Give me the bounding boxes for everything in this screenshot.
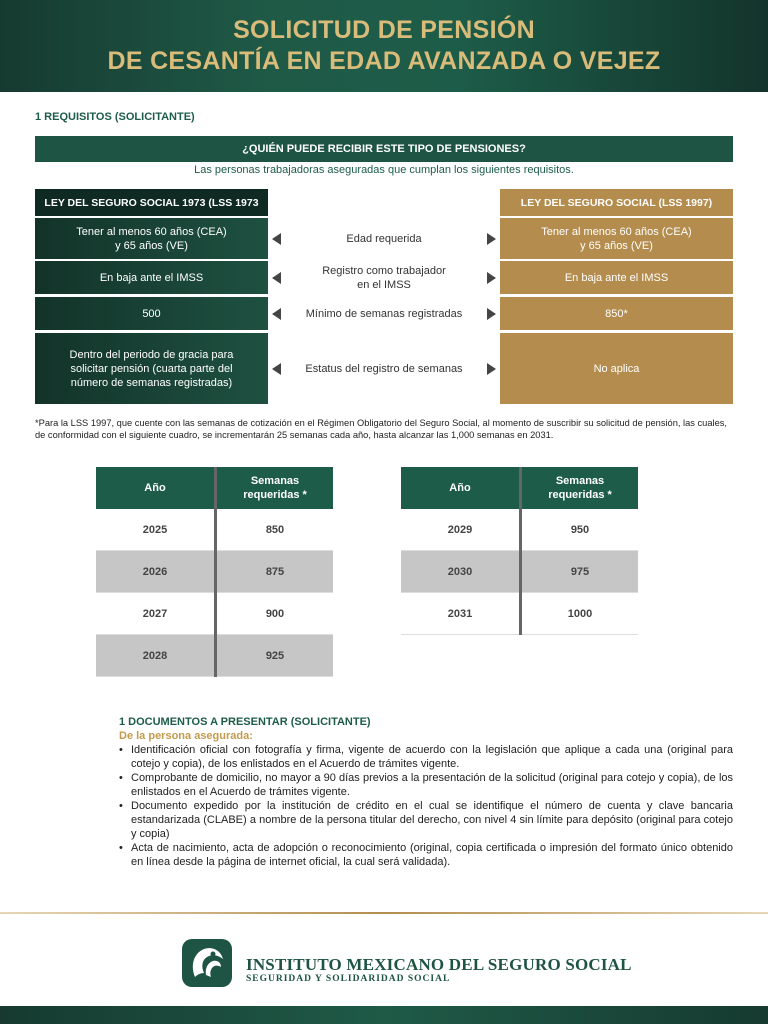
row-status-left (35, 333, 268, 404)
brand-name: INSTITUTO MEXICANO DEL SEGURO SOCIAL (246, 955, 632, 974)
list-item: • Comprobante de domicilio, no mayor a 90 días previos a la presentación de la solicitud (original para cotejo y copia), de los enlistados en el Acuerdo de trámites vigente. (119, 771, 733, 799)
row-status-right: No aplica (500, 333, 733, 404)
year-cell: 2028 (96, 635, 216, 677)
year-cell: 2030 (401, 551, 521, 593)
col-weeks-header (521, 467, 639, 509)
arrow-left-icon (272, 363, 281, 375)
page-header (0, 0, 768, 92)
question-subtitle: Las personas trabajadoras aseguradas que cumplan los siguientes requisitos. (194, 164, 574, 176)
documents-list (119, 743, 733, 869)
page-title-line-1: SOLICITUD DE PENSIÓN (233, 16, 535, 44)
weeks-table-left (96, 467, 333, 677)
col-weeks-header-line-1: Semanas (555, 475, 605, 487)
brand-tagline: SEGURIDAD Y SOLIDARIDAD SOCIAL (246, 974, 451, 984)
weeks-cell: 875 (216, 551, 334, 593)
requirements-section-title: 1 REQUISITOS (SOLICITANTE) (35, 111, 195, 123)
law-1997-header: LEY DEL SEGURO SOCIAL (LSS 1997) (500, 189, 733, 216)
year-cell: 2026 (96, 551, 216, 593)
year-cell: 2027 (96, 593, 216, 635)
documents-subtitle: De la persona asegurada: (119, 730, 253, 742)
table-row (401, 551, 638, 593)
weeks-cell: 900 (216, 593, 334, 635)
row-age-left-line-2: y 65 años (VE) (115, 239, 188, 252)
col-weeks-header (216, 467, 334, 509)
law-1973-header: LEY DEL SEGURO SOCIAL 1973 (LSS 1973 (35, 189, 268, 216)
col-year-header: Año (401, 467, 521, 509)
arrow-left-icon (272, 272, 281, 284)
arrow-left-icon (272, 308, 281, 320)
table-row (96, 551, 333, 593)
col-weeks-header-line-1: Semanas (250, 475, 300, 487)
row-status-left-line-2: solicitar pensión (cuarta parte del (70, 362, 233, 375)
row-registry-right: En baja ante el IMSS (500, 261, 733, 294)
question-bar: ¿QUIÉN PUEDE RECIBIR ESTE TIPO DE PENSIONES? (35, 136, 733, 162)
row-registry-label (268, 261, 500, 294)
arrow-left-icon (272, 233, 281, 245)
year-cell: 2025 (96, 509, 216, 551)
year-cell: 2029 (401, 509, 521, 551)
row-min-weeks-label (268, 297, 500, 330)
weeks-cell: 950 (521, 509, 639, 551)
row-status-label-text: Estatus del registro de semanas (305, 362, 463, 375)
table-row (96, 635, 333, 677)
table-row (96, 509, 333, 551)
row-min-weeks-left: 500 (35, 297, 268, 330)
list-item: • Acta de nacimiento, acta de adopción o reconocimiento (original, copia certificada o impresión del formato único obtenido en línea desde la página de internet oficial, la cual será validada). (119, 841, 733, 869)
year-cell: 2031 (401, 593, 521, 635)
row-registry-label-line-1: Registro como trabajador (322, 264, 446, 277)
list-item: • Documento expedido por la institución de crédito en el cual se identifique el número de cuenta y clave bancaria estandarizada (CLABE) a nombre de la persona titular del derecho, con nivel 4 sin límite para depósito (original para cotejo y copia) (119, 799, 733, 841)
col-weeks-header-line-2: requeridas * (243, 489, 307, 501)
weeks-table-right (401, 467, 638, 635)
footnote: *Para la LSS 1997, que cuente con las semanas de cotización en el Régimen Obligatorio del Seguro Social, al momento de suscribir su solicitud de pensión, las cuales, de conformidad con el siguiente cuadro, se incrementarán 25 semanas cada año, hasta alcanzar las 1,000 semanas en 2031. (35, 418, 727, 440)
row-registry-label-text (281, 264, 487, 292)
row-registry-label-line-2: en el IMSS (357, 278, 411, 291)
arrow-right-icon (487, 363, 496, 375)
row-status-left-line-3: número de semanas registradas) (70, 376, 233, 389)
row-status-label (268, 333, 500, 404)
row-age-label (268, 218, 500, 259)
imss-eagle-logo-icon (180, 937, 234, 989)
table-header-row (401, 467, 638, 509)
arrow-right-icon (487, 308, 496, 320)
col-weeks-header-line-2: requeridas * (548, 489, 612, 501)
arrow-right-icon (487, 272, 496, 284)
weeks-cell: 925 (216, 635, 334, 677)
row-age-right-line-1: Tener al menos 60 años (CEA) (541, 225, 692, 238)
table-row (96, 593, 333, 635)
weeks-cell: 850 (216, 509, 334, 551)
page-title-line-2: DE CESANTÍA EN EDAD AVANZADA O VEJEZ (107, 47, 661, 75)
row-age-left (35, 218, 268, 259)
list-item: • Identificación oficial con fotografía y firma, vigente de acuerdo con la legislación que aplique a cada una (original para cotejo y copia), de los enlistados en el Acuerdo de trámites vigente. (119, 743, 733, 771)
row-age-right (500, 218, 733, 259)
row-min-weeks-right: 850* (500, 297, 733, 330)
footer-divider (0, 912, 768, 914)
table-row (401, 509, 638, 551)
weeks-cell: 1000 (521, 593, 639, 635)
weeks-cell: 975 (521, 551, 639, 593)
footer-bar (0, 1006, 768, 1024)
table-row (401, 593, 638, 635)
arrow-right-icon (487, 233, 496, 245)
row-age-label-text: Edad requerida (346, 232, 422, 245)
row-status-left-line-1: Dentro del periodo de gracia para (69, 348, 234, 361)
row-age-right-line-2: y 65 años (VE) (580, 239, 653, 252)
documents-section-title: 1 DOCUMENTOS A PRESENTAR (SOLICITANTE) (119, 716, 371, 728)
row-min-weeks-label-text: Mínimo de semanas registradas (305, 307, 463, 320)
row-registry-left: En baja ante el IMSS (35, 261, 268, 294)
col-year-header: Año (96, 467, 216, 509)
row-age-left-line-1: Tener al menos 60 años (CEA) (76, 225, 227, 238)
table-header-row (96, 467, 333, 509)
